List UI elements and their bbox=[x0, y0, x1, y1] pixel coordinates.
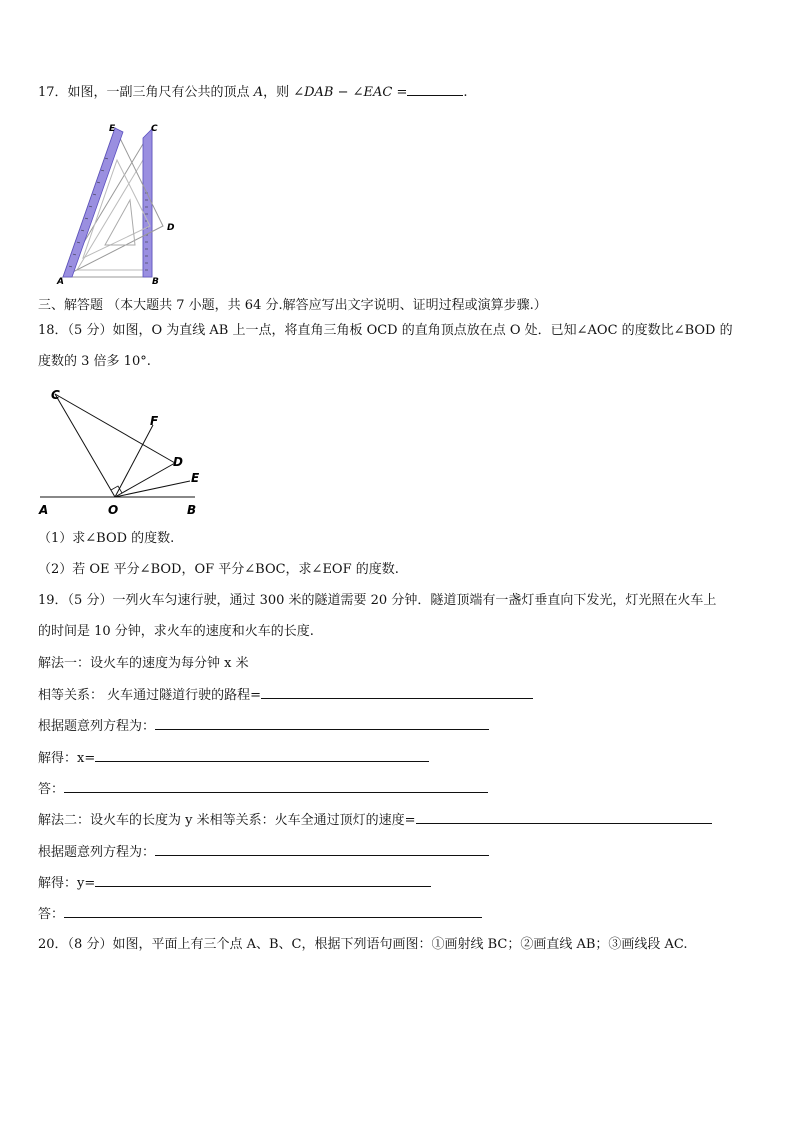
q17-point: A bbox=[253, 85, 264, 100]
q19-method1-equation-row bbox=[38, 717, 489, 736]
q19-method2-solve-row bbox=[38, 874, 431, 893]
q17-end: . bbox=[463, 85, 468, 100]
q19-method2-relation-blank[interactable] bbox=[416, 811, 712, 824]
q19-method1-solve-row bbox=[38, 749, 429, 768]
q18-line1: 18．（5 分）如图，O 为直线 AB 上一点，将直角三角板 OCD 的直角顶点放在点 O 处．已知∠AOC 的度数比∠BOD 的 bbox=[38, 323, 733, 338]
q17-label-a: A bbox=[57, 277, 64, 285]
q18-label-o: O bbox=[108, 503, 119, 517]
q17-label-e: E bbox=[109, 124, 116, 134]
q19-method2-solve: 解得：y= bbox=[38, 876, 96, 891]
q17-label-d: D bbox=[167, 223, 175, 233]
q18-label-e: E bbox=[191, 471, 200, 485]
q17-label-c: C bbox=[151, 124, 158, 134]
q18-line2: 度数的 3 倍多 10°. bbox=[38, 354, 151, 369]
q18-label-d: D bbox=[173, 455, 183, 469]
q19-method2-intro-row bbox=[38, 811, 712, 830]
q18-figure bbox=[35, 385, 210, 524]
q19-method1-equation: 根据题意列方程为： bbox=[38, 719, 156, 734]
q17-figure bbox=[55, 120, 185, 289]
q18-segment-cd bbox=[55, 394, 175, 463]
q19-method2-solve-blank[interactable] bbox=[95, 874, 431, 887]
q19-line2: 的时间是 10 分钟，求火车的速度和火车的长度. bbox=[38, 624, 314, 639]
q19-method2-equation-row bbox=[38, 843, 489, 862]
q19-method1-relation-row bbox=[38, 686, 533, 705]
q20-text: 20．（8 分）如图，平面上有三个点 A、B、C，根据下列语句画图：①画射线 BC；②画直线 AB；③画线段 AC. bbox=[38, 937, 688, 952]
q19-method1-equation-blank[interactable] bbox=[155, 717, 489, 730]
q19-line1: 19．（5 分）一列火车匀速行驶，通过 300 米的隧道需要 20 分钟．隧道顶端有一盏灯垂直向下发光，灯光照在火车上 bbox=[38, 593, 717, 608]
q17-text-before: 17．如图，一副三角尺有公共的顶点 bbox=[38, 85, 254, 100]
q17-text-mid: ，则 bbox=[263, 85, 294, 100]
q17-answer-blank[interactable] bbox=[407, 83, 463, 96]
q19-method2-answer-blank[interactable] bbox=[64, 905, 482, 918]
section3-heading: 三、解答题 （本大题共 7 小题，共 64 分.解答应写出文字说明、证明过程或演算步骤.） bbox=[38, 298, 547, 313]
q19-method2-answer: 答： bbox=[38, 907, 65, 922]
q19-method1-solve: 解得：x= bbox=[38, 751, 96, 766]
q18-label-f: F bbox=[150, 414, 159, 428]
q18-label-c: C bbox=[51, 388, 60, 402]
q19-method1-relation-blank[interactable] bbox=[261, 686, 533, 699]
q18-sub1: （1）求∠BOD 的度数. bbox=[38, 531, 175, 546]
q19-method1-intro: 解法一：设火车的速度为每分钟 x 米 bbox=[38, 656, 249, 671]
q19-method1-answer: 答： bbox=[38, 782, 65, 797]
q17-text bbox=[38, 83, 468, 102]
q19-method2-equation: 根据题意列方程为： bbox=[38, 845, 156, 860]
q18-ray-oe bbox=[115, 481, 190, 497]
q19-method1-answer-blank[interactable] bbox=[64, 780, 488, 793]
q18-ray-oc bbox=[55, 394, 115, 497]
q19-method2-answer-row bbox=[38, 905, 482, 924]
q19-method2-intro: 解法二：设火车的长度为 y 米相等关系：火车全通过顶灯的速度= bbox=[38, 813, 416, 828]
q17-ruler-ae bbox=[63, 128, 123, 277]
q18-label-a: A bbox=[39, 503, 49, 517]
q19-method1-relation: 相等关系： 火车通过隧道行驶的路程= bbox=[38, 688, 262, 703]
q18-sub2: （2）若 OE 平分∠BOD，OF 平分∠BOC，求∠EOF 的度数. bbox=[38, 562, 399, 577]
q19-method1-solve-blank[interactable] bbox=[95, 749, 429, 762]
q19-method1-answer-row bbox=[38, 780, 488, 799]
q17-small-triangle bbox=[105, 200, 135, 245]
q18-label-b: B bbox=[187, 503, 197, 517]
q17-formula: ∠DAB − ∠EAC = bbox=[293, 85, 408, 100]
q17-ruler-bc bbox=[143, 129, 152, 277]
q19-method2-equation-blank[interactable] bbox=[155, 843, 489, 856]
q17-label-b: B bbox=[152, 277, 159, 285]
